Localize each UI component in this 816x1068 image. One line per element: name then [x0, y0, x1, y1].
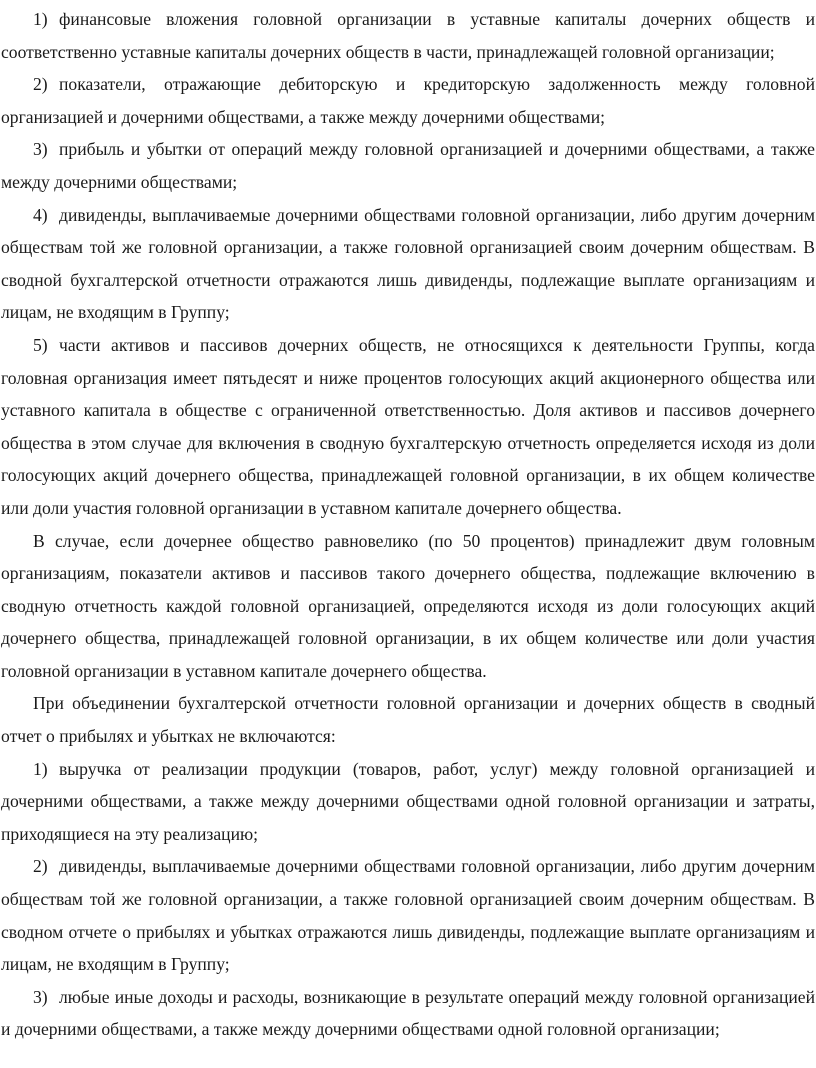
list-item-text: показатели, отражающие дебиторскую и кредиторскую задолженность между головной организацией и дочерними обществами, а также между дочерними обществами;: [1, 74, 815, 127]
list-item: [1, 981, 815, 1046]
income-statement-exclusions-list: [1, 753, 815, 1046]
list-item-text: финансовые вложения головной организации в уставные капиталы дочерних обществ и соответственно уставные капиталы дочерних обществ в части, принадлежащей головной организации;: [1, 9, 815, 62]
list-item-text: дивиденды, выплачиваемые дочерними обществами головной организации, либо другим дочерним обществам той же головной организации, а также головной организацией своим дочерним обществам. В сводной бухгалтерской отчетности отражаются лишь дивиденды, подлежащие выплате организациям и лицам, не входящим в Группу;: [1, 204, 815, 323]
list-item-number: 5): [33, 334, 48, 355]
list-item: [1, 199, 815, 329]
list-item: [1, 3, 815, 68]
list-item: [1, 850, 815, 980]
paragraph-equal-ownership: В случае, если дочернее общество равновелико (по 50 процентов) принадлежит двум головным организациям, показатели активов и пассивов такого дочернего общества, подлежащие включению в сводную отчетность каждой головной организацией, определяются исходя из доли голосующих акций дочернего общества, принадлежащей головной организации, в их общем количестве или доли участия головной организации в уставном капитале дочернего общества.: [1, 530, 815, 681]
document-body: [1, 3, 815, 1046]
consolidation-exclusions-list: [1, 3, 815, 525]
list-item: [1, 133, 815, 198]
list-item-number: 4): [33, 204, 48, 225]
list-item-number: 2): [33, 856, 48, 877]
list-item-text: части активов и пассивов дочерних обществ, не относящихся к деятельности Группы, когда головная организация имеет пятьдесят и ниже процентов голосующих акций акционерного общества или уставного капитала в обществе с ограниченной ответственностью. Доля активов и пассивов дочернего общества в этом случае для включения в сводную бухгалтерскую отчетность определяется исходя из доли голосующих акций дочернего общества, принадлежащей головной организации, в их общем количестве или доли участия головной организации в уставном капитале дочернего общества.: [1, 334, 815, 518]
list-item-text: выручка от реализации продукции (товаров, работ, услуг) между головной организацией и дочерними обществами, а также между дочерними обществами одной головной организации и затраты, приходящиеся на эту реализацию;: [1, 758, 815, 844]
list-item: [1, 68, 815, 133]
list-item: [1, 753, 815, 851]
list-item-number: 1): [33, 758, 48, 779]
list-item-number: 1): [33, 9, 48, 29]
list-item-number: 2): [33, 74, 48, 95]
list-item-number: 3): [33, 139, 48, 160]
list-item-text: любые иные доходы и расходы, возникающие в результате операций между головной организацией и дочерними обществами, а также между дочерними обществами одной головной организации;: [1, 986, 815, 1040]
paragraph-income-statement-intro: При объединении бухгалтерской отчетности головной организации и дочерних обществ в сводный отчет о прибылях и убытках не включаются:: [1, 693, 815, 747]
list-item: [1, 329, 815, 525]
list-item-text: дивиденды, выплачиваемые дочерними обществами головной организации, либо другим дочерним обществам той же головной организации, а также головной организацией своим дочерним обществам. В сводном отчете о прибылях и убытках отражаются лишь дивиденды, подлежащие выплате организациям и лицам, не входящим в Группу;: [1, 856, 815, 975]
list-item-number: 3): [33, 986, 48, 1007]
list-item-text: прибыль и убытки от операций между головной организацией и дочерними обществами, а также между дочерними обществами;: [1, 139, 815, 192]
